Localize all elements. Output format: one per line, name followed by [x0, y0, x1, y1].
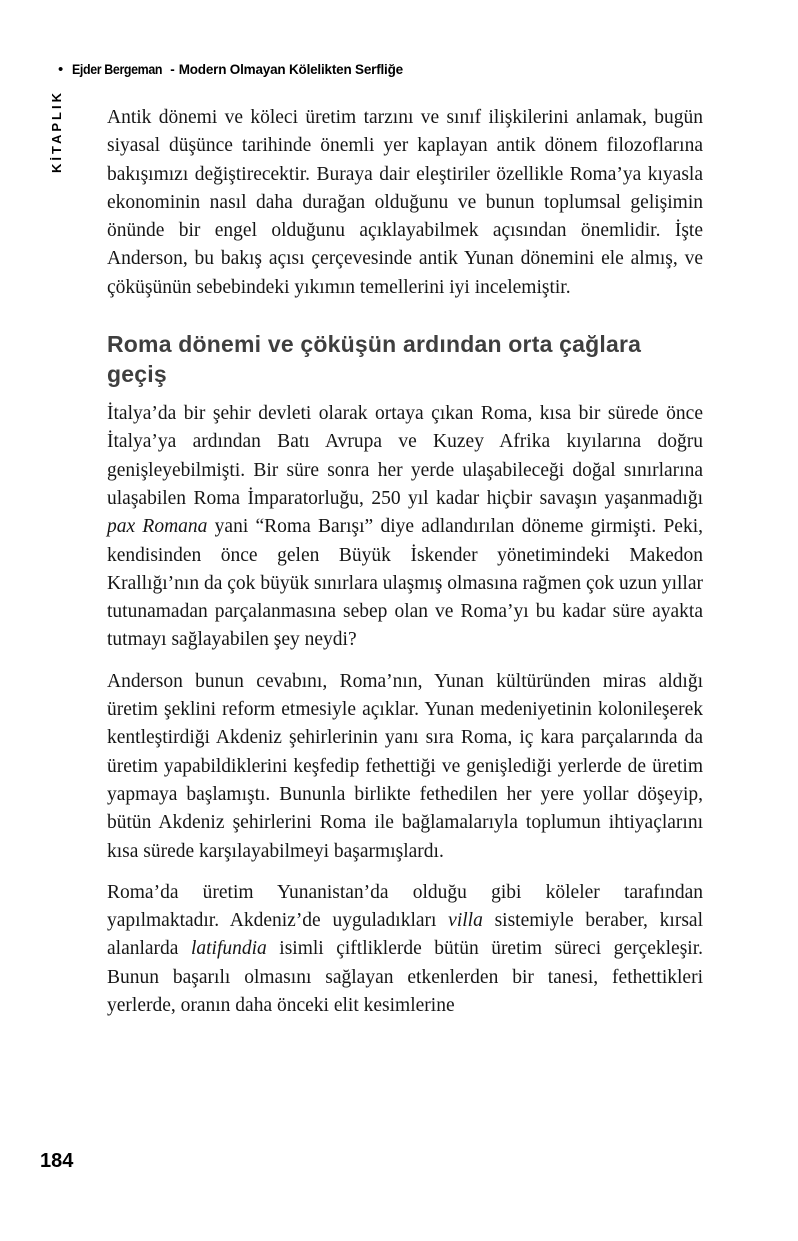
paragraph: Anderson bunun cevabını, Roma’nın, Yunan kültüründen miras aldığı üretim şeklini reform etmesiyle açıklar. Yunan medeniyetinin kolonileşerek kentleştirdiği Akdeniz şehirlerinin yanı sıra Roma, iç kara parçalarında da üretim yapabildiklerini keşfedip fethettiği ve genişlediği yerlerde de üretim yapmaya başlamıştı. Bununla birlikte fethedilen her yere yollar döşeyip, bütün Akdeniz şehirlerini Roma ile bağlamalarıyla toplumun ihtiyaçlarını kısa sürede karşılayabilmeyi başarmışlardı.	[107, 670, 703, 862]
paragraph: İtalya’da bir şehir devleti olarak ortaya çıkan Roma, kısa bir sürede önce İtalya’ya ardından Batı Avrupa ve Kuzey Afrika kıyılarına doğru genişleyebilmişti. Bir süre sonra her yerde ulaşabileceği doğal sınırlarına ulaşabilen Roma İmparatorluğu, 250 yıl kadar hiçbir savaşın yaşanmadığı pax Romana yani “Roma Barışı” diye adlandırılan döneme girmişti. Peki, kendisinden önce gelen Büyük İskender yönetimindeki Makedon Krallığı’nın da çok büyük sınırlara ulaşmış olmasına rağmen çok uzun yıllar tutunamadan parçalanmasına sebep olan ve Roma’yı bu kadar süre ayakta tutmayı sağlayabilen şey neydi?	[107, 403, 703, 651]
section-heading: Roma dönemi ve çöküşün ardından orta çağlara geçiş	[107, 331, 642, 388]
paragraph: Antik dönemi ve köleci üretim tarzını ve sınıf ilişkilerini anlamak, bugün siyasal düşünce tarihinde önemli yer kaplayan antik dönem filozoflarına bakışımızı değiştirecektir. Buraya dair eleştiriler özellikle Roma’ya kıyasla ekonominin nasıl daha durağan olduğunu ve bunun toplumsal gelişimin önünde bir engel olduğunu açıklayabilmek açısından önemlidir. İşte Anderson, bu bakış açısı çerçevesinde antik Yunan dönemini ele almış, ve çöküşünün sebebindeki yıkımın temellerini iyi incelemiştir.	[107, 107, 703, 298]
paragraph: Roma’da üretim Yunanistan’da olduğu gibi köleler tarafından yapılmaktadır. Akdeniz’de uyguladıkları villa sistemiyle beraber, kırsal alanlarda latifundia isimli çiftliklerde bütün üretim süreci gerçekleşir. Bunun başarılı olmasını sağlayan etkenlerden bir tanesi, fethettikleri yerlerde, oranın daha önceki elit kesimlerine	[107, 881, 703, 1017]
series-vertical-label: KİTAPLIK	[49, 90, 64, 173]
header-separator: -	[170, 62, 175, 77]
page-number: 184	[40, 1150, 74, 1172]
running-header	[58, 62, 403, 77]
body-text-column	[107, 104, 703, 1033]
header-author: Ejder Bergeman	[72, 62, 163, 77]
header-book-title: Modern Olmayan Kölelikten Serfliğe	[178, 62, 403, 77]
header-bullet-icon: •	[58, 61, 64, 78]
